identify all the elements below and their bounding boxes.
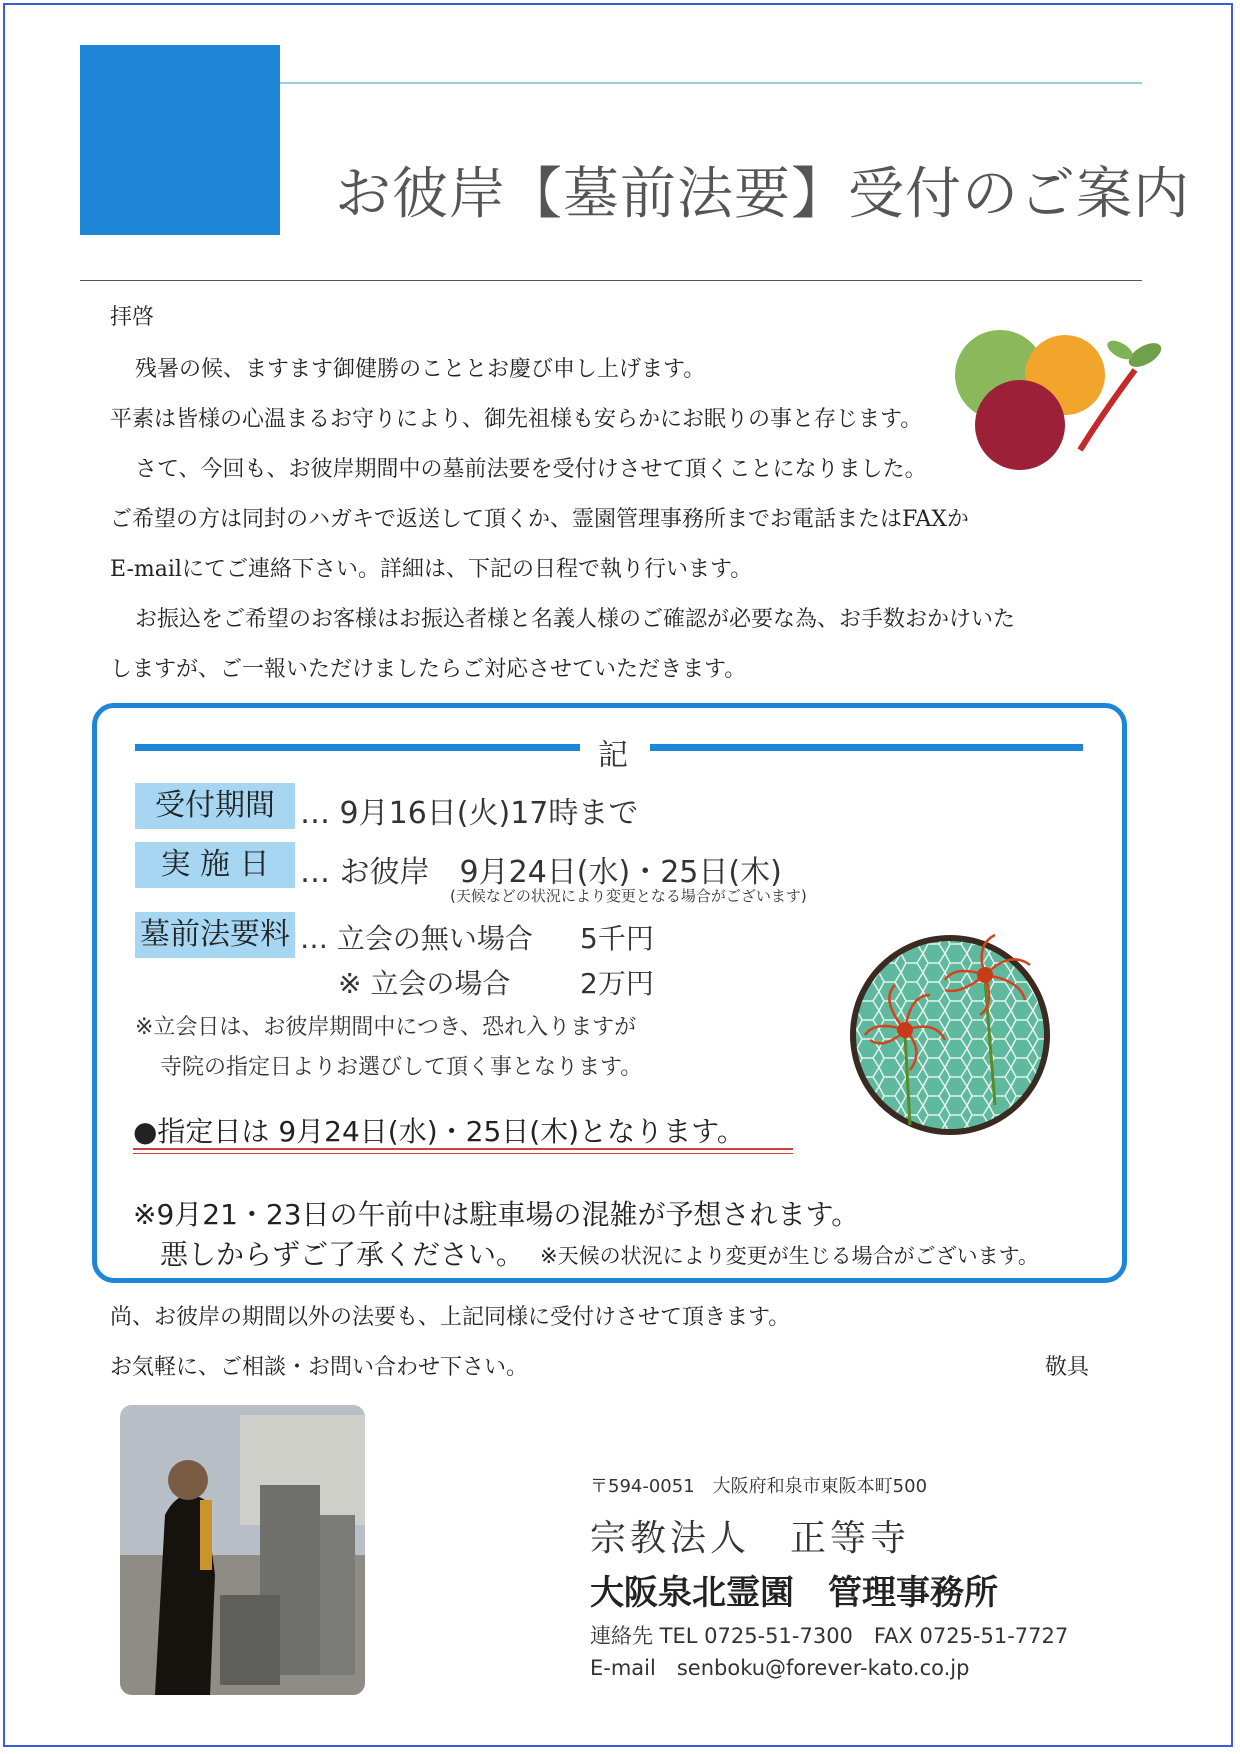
notice-rule-right (650, 744, 1083, 751)
notice-heading: 記 (598, 738, 628, 773)
event-date-note: (天候などの状況により変更となる場合がございます) (450, 887, 807, 905)
fruit-illustration (930, 300, 1170, 480)
fee-row-label: ※ 立会の場合 (338, 967, 511, 1000)
designated-days: ●指定日は 9月24日(水)・25日(木)となります。 (133, 1115, 745, 1148)
reception-period-label: 受付期間 (135, 783, 295, 829)
spider-lily-illustration (835, 925, 1075, 1145)
event-date-label: 実 施 日 (135, 842, 295, 888)
letter-line: 残暑の候、ますます御健勝のこととお慶び申し上げます。 (135, 357, 706, 382)
parking-notice: 悪しからずご了承ください。 (160, 1238, 525, 1271)
letter-line: さて、今回も、お彼岸期間中の墓前法要を受付けさせて頂くことになりました。 (135, 457, 927, 482)
letter-line: ご希望の方は同封のハガキで返送して頂くか、霊園管理事務所までお電話またはFAXか (110, 507, 969, 532)
contact-email: E-mail senboku@forever-kato.co.jp (590, 1656, 970, 1680)
attend-note: 寺院の指定日よりお選びして頂く事となります。 (160, 1055, 643, 1080)
header-top-rule (280, 82, 1142, 84)
postal-address: 〒594-0051 大阪府和泉市東阪本町500 (590, 1476, 928, 1497)
letter-line: 平素は皆様の心温まるお守りにより、御先祖様も安らかにお眠りの事と存じます。 (110, 407, 923, 432)
letter-line: しますが、ご一報いただけましたらご対応させていただきます。 (110, 657, 747, 682)
page-title: お彼岸【墓前法要】受付のご案内 (335, 162, 1190, 227)
notice-rule-left (135, 744, 580, 751)
office-name: 大阪泉北霊園 管理事務所 (590, 1573, 998, 1613)
organization-name: 宗教法人 正等寺 (590, 1518, 911, 1559)
contact-phone: 連絡先 TEL 0725-51-7300 FAX 0725-51-7727 (590, 1624, 1069, 1648)
designated-underline (133, 1148, 793, 1150)
letter-opening: 拝啓 (110, 305, 155, 330)
letter-line: お振込をご希望のお客様はお振込者様と名義人様のご確認が必要な為、お手数おかけいた (135, 607, 1016, 632)
closing-line: 尚、お彼岸の期間以外の法要も、上記同様に受付けさせて頂きます。 (110, 1305, 791, 1330)
weather-note: ※天候の状況により変更が生じる場合がございます。 (540, 1244, 1039, 1268)
header-divider (80, 280, 1142, 281)
service-fee-label: 墓前法要料 (135, 912, 295, 958)
closing-line: お気軽に、ご相談・お問い合わせ下さい。 (110, 1355, 529, 1380)
attend-note: ※立会日は、お彼岸期間中につき、恐れ入りますが (135, 1015, 637, 1040)
fee-row-value: 5千円 (580, 922, 654, 955)
parking-notice: ※9月21・23日の午前中は駐車場の混雑が予想されます。 (133, 1198, 860, 1231)
fee-row-value: 2万円 (580, 967, 654, 1000)
fee-row-label: … 立会の無い場合 (300, 922, 533, 955)
designated-underline (133, 1153, 793, 1154)
reception-period-value: … 9月16日(火)17時まで (300, 796, 639, 831)
letter-line: E-mailにてご連絡下さい。詳細は、下記の日程で執り行います。 (110, 557, 753, 582)
header-blue-block (80, 45, 280, 235)
closing-keigu: 敬具 (1045, 1355, 1090, 1380)
event-date-value: … お彼岸 9月24日(水)・25日(木) (300, 855, 782, 890)
memorial-service-photo (120, 1405, 365, 1695)
